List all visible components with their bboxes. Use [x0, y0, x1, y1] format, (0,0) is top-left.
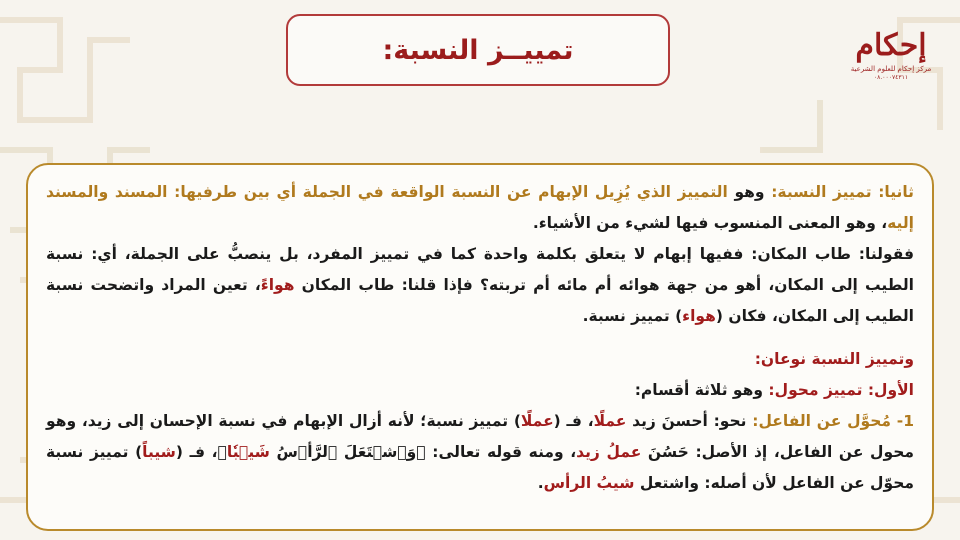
example-word: شيبُ الرأس [543, 474, 635, 492]
example-word: عملًا [520, 412, 554, 430]
text-span: ، وهو المعنى المنسوب فيها لشيء من الأشياء. [532, 214, 888, 232]
logo-code: ٠٨.٠٠٠٧٤٣١١ [873, 74, 909, 81]
example-word: عملًا [593, 412, 627, 430]
paragraph-subject [46, 406, 914, 499]
paragraph-first-type [46, 375, 914, 406]
logo-name: إحكام [855, 28, 927, 63]
text-span: ) تمييز نسبة محوّل عن الفاعل لأن أصله: واشتعل [46, 443, 914, 492]
text-span: نحو: أحسنَ زيد [626, 412, 753, 430]
title-box [286, 14, 670, 86]
text-span: فقولنا: طاب المكان: ففيها إبهام لا يتعلق بكلمة واحدة كما في تمييز المفرد، بل ينصبُّ على الجملة، أي: نسبة الطيب إلى المكان، أهو من جهة هوائه أم مائه أم تربته؟ فإذا قلنا: طاب المكان [46, 245, 914, 294]
content-box [26, 163, 934, 531]
paragraph-definition [46, 177, 914, 239]
text-span: وهو [727, 183, 772, 201]
example-word: شَيۡبٗا [226, 443, 270, 461]
page-title: تمييــز النسبة: [382, 34, 574, 66]
text-span: ﴾، فـ ( [175, 443, 227, 461]
paragraph-types-heading: وتمييز النسبة نوعان: [754, 350, 914, 368]
terms-highlight: المسند والمسند إليه [46, 183, 914, 232]
example-word: هواء [682, 307, 716, 325]
example-word: عملُ زيد [576, 443, 642, 461]
text-span: ) تمييز نسبة. [582, 307, 683, 325]
section-label: ثانيا: تمييز النسبة: [771, 183, 915, 201]
content-text [46, 177, 914, 499]
paragraph-example [46, 239, 914, 332]
subsection-label: 1- مُحوَّل عن الفاعل: [752, 412, 915, 430]
logo [842, 28, 940, 96]
text-span: ، تعين المراد واتضحت نسبة الطيب إلى المكان، فكان ( [46, 276, 914, 325]
text-span: ) تمييز نسبة؛ لأنه أزال الإبهام في نسبة الإحسان إلى زيد، وهو محول عن الفاعل، إذ الأصل: حَسُنَ [46, 412, 914, 461]
type-label: الأول: تمييز محول: [768, 381, 914, 399]
example-word: شيباً [142, 443, 176, 461]
logo-subtitle: مركز إحكام للعلوم الشرعية [850, 65, 932, 73]
text-span: ، ومنه قوله تعالى: ﴿وَٱشۡتَعَلَ ٱلرَّأۡسُ [269, 443, 577, 461]
definition-highlight: التمييز الذي يُزِيل الإبهام عن النسبة الواقعة في الجملة أي بين طرفيها: [174, 183, 728, 201]
text-span: ، فـ ( [553, 412, 594, 430]
text-span: وهو ثلاثة أقسام: [634, 381, 769, 399]
text-span: . [537, 474, 544, 492]
example-word: هواءً [260, 276, 295, 294]
